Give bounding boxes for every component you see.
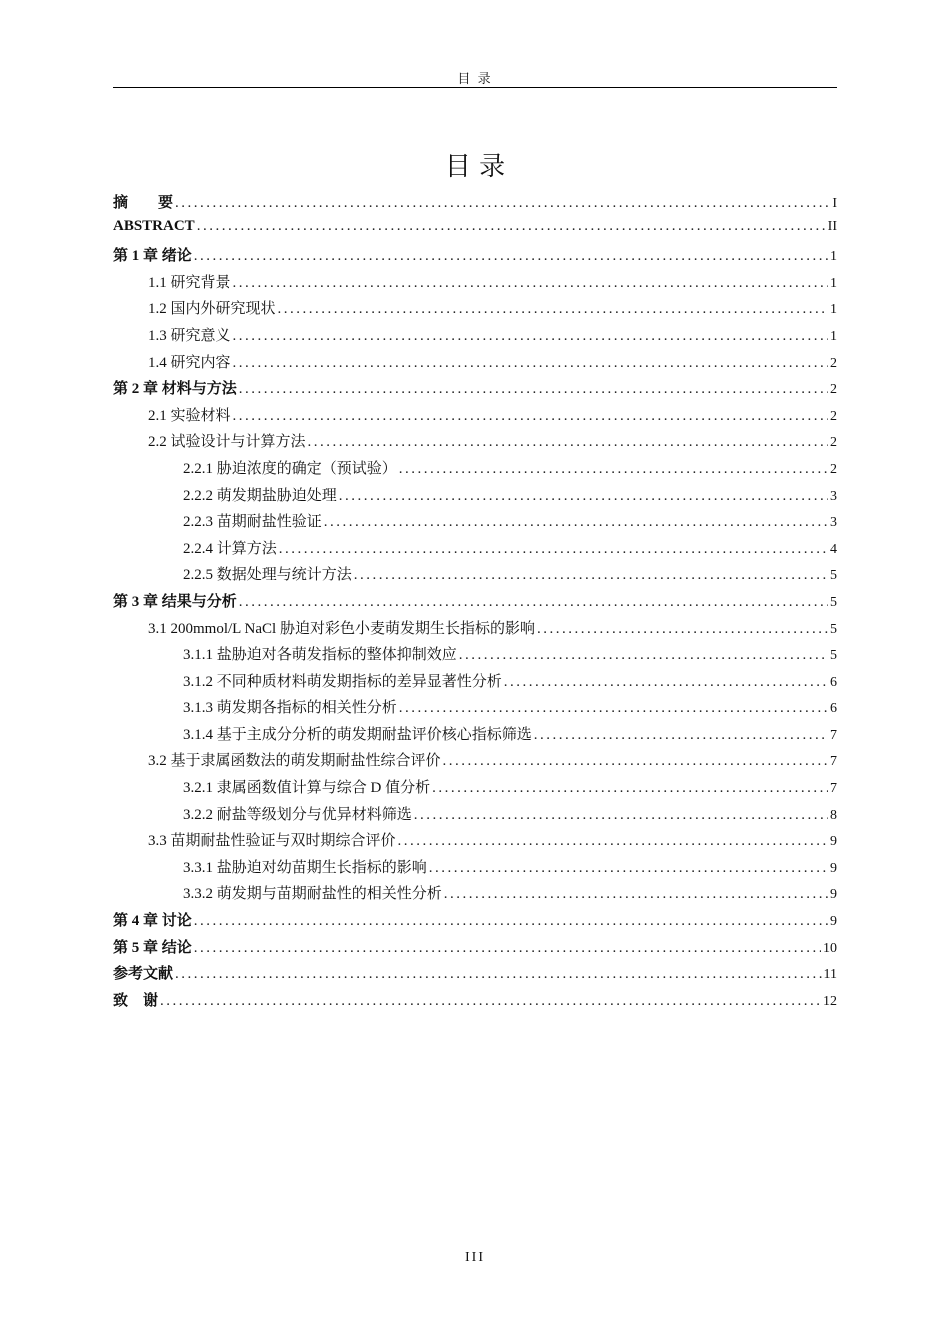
toc-entry[interactable] [113, 590, 837, 617]
toc-entry-page: 9 [830, 860, 837, 876]
toc-entry-page: 1 [830, 302, 837, 318]
toc-entry-label: 1.3 研究意义 [148, 327, 231, 344]
toc-entry-label: 3.3 苗期耐盐性验证与双时期综合评价 [148, 833, 396, 850]
toc-entry-label: 3.3.2 萌发期与苗期耐盐性的相关性分析 [183, 886, 442, 903]
toc-entry-label: 3.1.3 萌发期各指标的相关性分析 [183, 700, 397, 717]
toc-entry[interactable] [113, 776, 837, 803]
toc-entry-page: 2 [830, 382, 837, 398]
toc-entry-label: 第 4 章 讨论 [113, 913, 192, 930]
toc-entry[interactable] [113, 909, 837, 936]
toc-dot-leader [399, 700, 828, 717]
toc-entry-page: 2 [830, 408, 837, 424]
toc-entry[interactable] [113, 244, 837, 271]
toc-entry[interactable] [113, 643, 837, 670]
toc-entry-page: 9 [830, 887, 837, 903]
toc-entry-page: 9 [830, 914, 837, 930]
toc-entry-label: 3.3.1 盐胁迫对幼苗期生长指标的影响 [183, 859, 427, 876]
toc-dot-leader [175, 195, 830, 212]
toc-dot-leader [399, 461, 828, 478]
toc-entry[interactable] [113, 962, 837, 989]
toc-entry[interactable] [113, 324, 837, 351]
toc-entry-label: 2.2.4 计算方法 [183, 540, 277, 557]
toc-entry-label: 3.1.2 不同种质材料萌发期指标的差异显著性分析 [183, 673, 502, 690]
toc-entry-page: 5 [830, 648, 837, 664]
toc-dot-leader [194, 248, 828, 265]
toc-entry-page: 2 [830, 435, 837, 451]
toc-entry-page: 3 [830, 488, 837, 504]
toc-entry[interactable] [113, 271, 837, 298]
toc-dot-leader [339, 488, 828, 505]
toc-entry[interactable] [113, 749, 837, 776]
toc-entry[interactable] [113, 191, 837, 218]
toc-entry[interactable] [113, 696, 837, 723]
page-number: III [465, 1250, 485, 1265]
header-rule [113, 87, 837, 88]
toc-entry-label: 第 3 章 结果与分析 [113, 593, 237, 610]
toc-entry[interactable] [113, 404, 837, 431]
toc-dot-leader [398, 833, 828, 850]
toc-entry[interactable] [113, 803, 837, 830]
toc-entry-page: 4 [830, 541, 837, 557]
toc-entry-label: ABSTRACT [113, 217, 195, 234]
toc-entry-label: 致 谢 [113, 992, 159, 1009]
toc-dot-leader [414, 807, 828, 824]
toc-dot-leader [175, 966, 822, 983]
toc-entry-page: 1 [830, 249, 837, 265]
toc-entry-page: 2 [830, 355, 837, 371]
toc-dot-leader [537, 621, 828, 638]
toc-dot-leader [324, 514, 828, 531]
toc-dot-leader [308, 434, 828, 451]
toc-entry-label: 1.1 研究背景 [148, 274, 231, 291]
toc-entry-page: 5 [830, 621, 837, 637]
toc-entry[interactable] [113, 351, 837, 378]
toc-dot-leader [233, 328, 828, 345]
toc-entry[interactable] [113, 882, 837, 909]
toc-entry-page: II [827, 218, 837, 234]
toc-dot-leader [239, 381, 828, 398]
toc-entry-label: 3.1 200mmol/L NaCl 胁迫对彩色小麦萌发期生长指标的影响 [148, 620, 535, 637]
toc-entry-label: 1.4 研究内容 [148, 354, 231, 371]
toc-entry-label: 2.1 实验材料 [148, 407, 231, 424]
toc-entry[interactable] [113, 218, 837, 245]
toc-entry-label: 第 1 章 绪论 [113, 248, 192, 265]
toc-entry[interactable] [113, 430, 837, 457]
toc-dot-leader [233, 355, 828, 372]
toc-entry-page: 1 [830, 328, 837, 344]
toc-dot-leader [278, 301, 828, 318]
toc-entry-page: 5 [830, 594, 837, 610]
toc-entry[interactable] [113, 510, 837, 537]
toc-entry-label: 2.2 试验设计与计算方法 [148, 434, 306, 451]
toc-entry-page: 12 [823, 993, 837, 1009]
toc-entry-label: 2.2.5 数据处理与统计方法 [183, 567, 352, 584]
toc-entry-label: 3.2 基于隶属函数法的萌发期耐盐性综合评价 [148, 753, 441, 770]
toc-entry[interactable] [113, 856, 837, 883]
toc-entry-page: 10 [823, 940, 837, 956]
toc-entry-label: 摘 要 [113, 195, 174, 211]
toc-entry-label: 1.2 国内外研究现状 [148, 301, 276, 318]
toc-entry-label: 2.2.3 苗期耐盐性验证 [183, 514, 322, 531]
toc-dot-leader [160, 993, 821, 1010]
toc-entry-label: 第 2 章 材料与方法 [113, 381, 237, 398]
toc-entry-label: 参考文献 [113, 966, 174, 983]
toc-entry[interactable] [113, 617, 837, 644]
running-header: 目 录 [457, 71, 493, 86]
toc-entry[interactable] [113, 457, 837, 484]
toc-dot-leader [233, 275, 828, 292]
toc-entry-page: 3 [830, 515, 837, 531]
toc-entry-label: 3.1.4 基于主成分分析的萌发期耐盐评价核心指标筛选 [183, 726, 532, 743]
toc-entry-page: 1 [830, 275, 837, 291]
toc-entry-page: 2 [830, 461, 837, 477]
toc-entry-label: 2.2.2 萌发期盐胁迫处理 [183, 487, 337, 504]
toc-entry-page: 7 [830, 781, 837, 797]
toc-entry-label: 第 5 章 结论 [113, 939, 192, 956]
toc-entry-label: 3.2.2 耐盐等级划分与优异材料筛选 [183, 806, 412, 823]
toc-entry[interactable] [113, 563, 837, 590]
toc-entry-page: 6 [830, 701, 837, 717]
table-of-contents [113, 191, 837, 1015]
toc-entry[interactable] [113, 829, 837, 856]
toc-entry[interactable] [113, 936, 837, 963]
toc-dot-leader [443, 753, 828, 770]
toc-dot-leader [444, 886, 828, 903]
toc-entry-page: 7 [830, 754, 837, 770]
toc-entry-label: 3.2.1 隶属函数值计算与综合 D 值分析 [183, 780, 431, 797]
toc-entry-page: 7 [830, 727, 837, 743]
toc-dot-leader [429, 860, 828, 877]
toc-entry-page: 9 [830, 834, 837, 850]
toc-dot-leader [197, 218, 826, 235]
toc-dot-leader [534, 727, 828, 744]
toc-dot-leader [239, 594, 828, 611]
toc-title: 目 录 [444, 152, 506, 182]
toc-dot-leader [194, 913, 828, 930]
toc-dot-leader [233, 408, 828, 425]
toc-entry-label: 3.1.1 盐胁迫对各萌发指标的整体抑制效应 [183, 647, 457, 664]
toc-entry-page: 11 [823, 967, 837, 983]
toc-entry[interactable] [113, 377, 837, 404]
toc-entry-page: 6 [830, 674, 837, 690]
toc-entry-page: I [832, 196, 837, 211]
toc-entry-page: 8 [830, 807, 837, 823]
toc-dot-leader [354, 567, 828, 584]
toc-entry[interactable] [113, 297, 837, 324]
toc-dot-leader [504, 674, 828, 691]
toc-dot-leader [279, 541, 828, 558]
toc-entry[interactable] [113, 670, 837, 697]
toc-entry-page: 5 [830, 568, 837, 584]
toc-entry[interactable] [113, 723, 837, 750]
toc-entry[interactable] [113, 537, 837, 564]
toc-dot-leader [194, 940, 821, 957]
toc-dot-leader [459, 647, 828, 664]
toc-dot-leader [432, 780, 828, 797]
toc-entry-label: 2.2.1 胁迫浓度的确定（预试验） [183, 460, 397, 477]
toc-entry[interactable] [113, 989, 837, 1016]
toc-entry[interactable] [113, 484, 837, 511]
